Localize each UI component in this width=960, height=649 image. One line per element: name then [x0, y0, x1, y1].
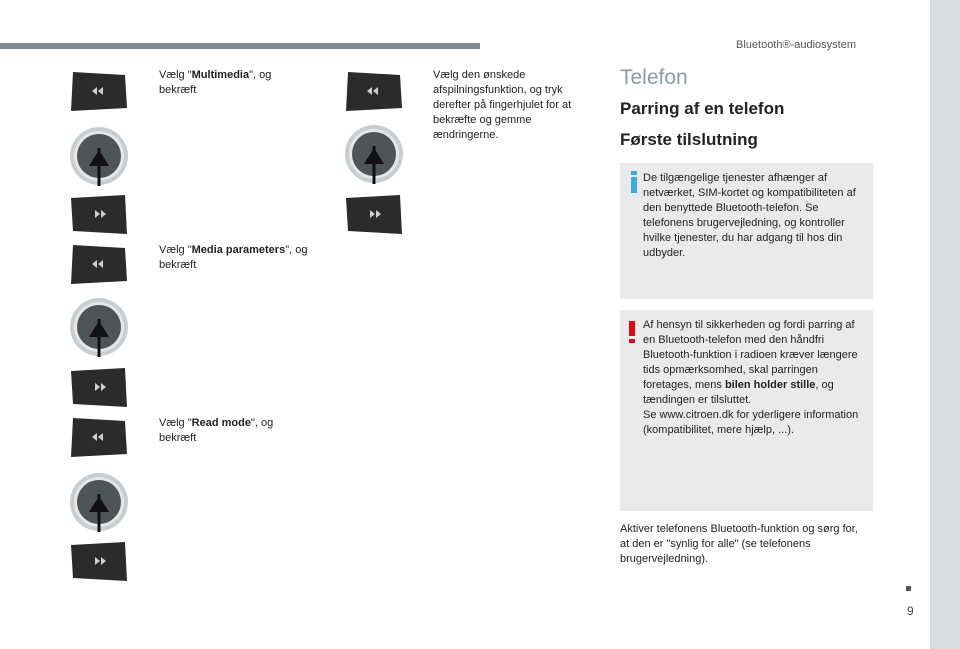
warning-text: Af hensyn til sikkerheden og fordi parring af en Bluetooth-telefon med den håndfri Bluetooth-funktion i radioen kræver længere tids opmærksomhed, skal parringen foretages, mens bilen holder stille, og tændingen er tilsluttet. Se www.citroen.dk for yderligere information (kompatibilitet, mere hjælp, ...). — [643, 319, 859, 436]
side-band — [930, 0, 960, 649]
page-header-title: Bluetooth®-audiosystem — [736, 39, 857, 51]
fast-forward-button-icon — [69, 193, 129, 236]
fast-forward-button-icon — [69, 540, 129, 583]
fast-forward-button-icon — [69, 366, 129, 409]
thumbwheel-press-icon — [342, 124, 406, 188]
thumbwheel-press-icon — [67, 472, 131, 536]
heading-first-connection: Første tilslutning — [620, 130, 758, 149]
warning-icon — [626, 321, 638, 343]
page-number: 9 — [907, 604, 914, 618]
top-rule — [0, 43, 480, 49]
thumbwheel-press-icon — [67, 126, 131, 190]
rewind-button-icon — [69, 243, 129, 286]
info-box — [620, 163, 873, 299]
step-multimedia-text: Vælg "Multimedia", og bekræft — [159, 69, 272, 96]
rewind-button-icon — [69, 70, 129, 113]
rewind-button-icon — [344, 70, 404, 113]
section-title: Telefon — [620, 66, 688, 89]
step-read-mode-text: Vælg "Read mode", og bekræft — [159, 417, 274, 444]
info-icon — [628, 171, 640, 193]
fast-forward-button-icon — [344, 193, 404, 236]
step-playback-mode-text: Vælg den ønskede afspilningsfunktion, og tryk derefter på fingerhjulet for at bekræfte og gemme ændringerne. — [433, 69, 572, 141]
heading-pairing: Parring af en telefon — [620, 99, 785, 118]
bluetooth-instruction-text: Aktiver telefonens Bluetooth-funktion og sørg for, at den er "synlig for alle" (se telefonens brugervejledning). — [620, 523, 858, 565]
rewind-button-icon — [69, 416, 129, 459]
step-media-parameters-text: Vælg "Media parameters", og bekræft — [159, 244, 308, 271]
page-marker — [906, 586, 911, 591]
info-text: De tilgængelige tjenester afhænger af netværket, SIM-kortet og kompatibiliteten af den benyttede Bluetooth-telefon. Se telefonens brugervejledning, og kontroller hvilke tjenester, du har adgang til hos din udbyder. — [643, 172, 856, 259]
warning-box — [620, 310, 873, 511]
thumbwheel-press-icon — [67, 297, 131, 361]
